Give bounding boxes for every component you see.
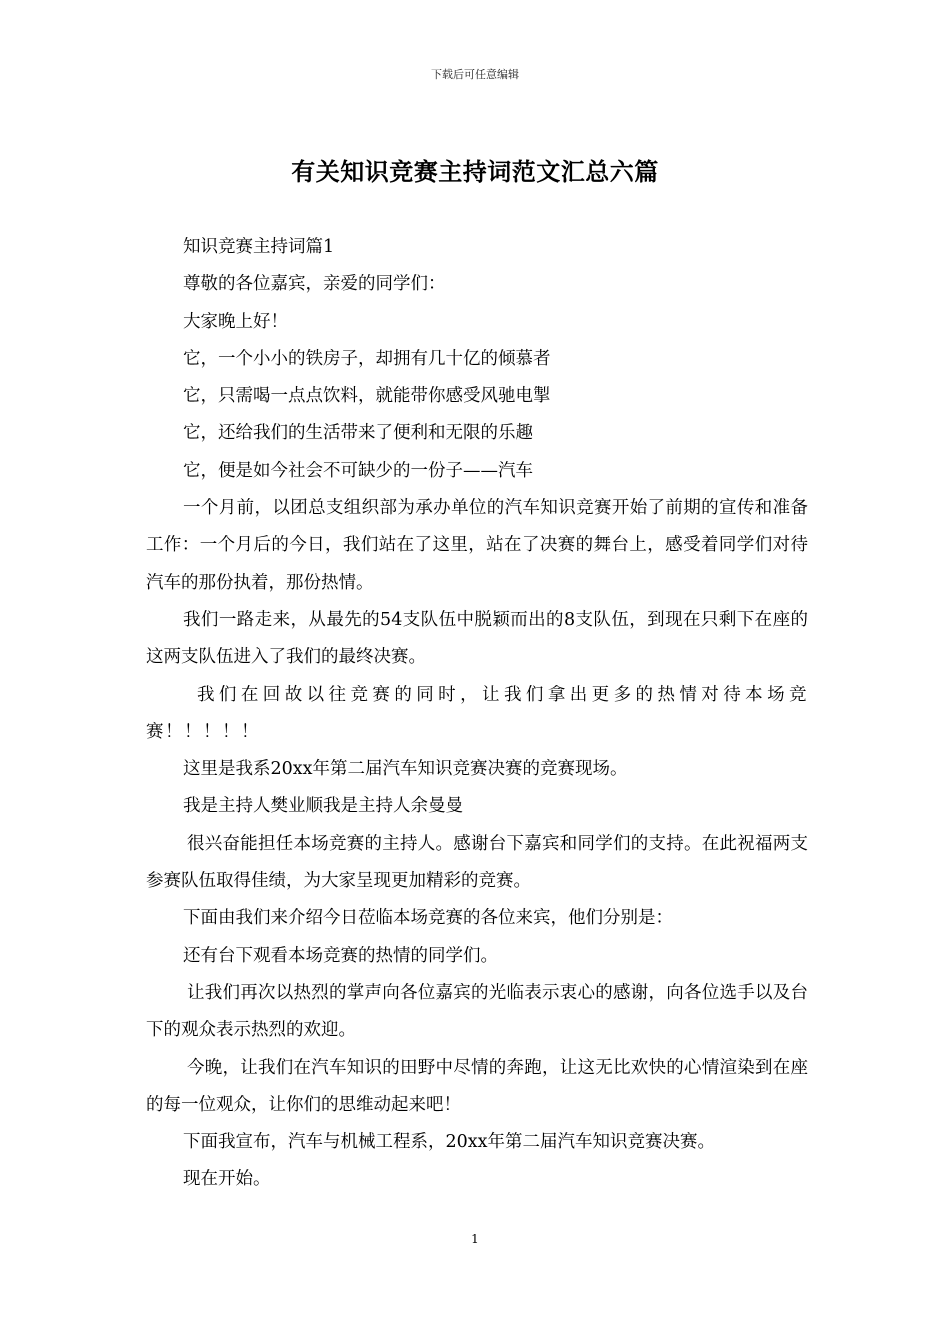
page-header: 下载后可任意编辑	[431, 68, 519, 81]
paragraph: 现在开始。	[183, 1169, 271, 1190]
paragraph: 它，便是如今社会不可缺少的一份子——汽车	[183, 460, 533, 481]
paragraph-good-evening: 大家晚上好！	[183, 311, 288, 332]
paragraph: 它，只需喝一点点饮料，就能带你感受风驰电掣	[183, 386, 551, 407]
document-title: 有关知识竞赛主持词范文汇总六篇	[291, 158, 659, 186]
paragraph: 今晚，让我们在汽车知识的田野中尽情的奔跑，让这无比欢快的心情渲染到在座的每一位观众，让你们的思维动起来吧！	[146, 1057, 808, 1115]
paragraph: 我是主持人樊业顺我是主持人余曼曼	[183, 796, 463, 817]
paragraph: 这里是我系20xx年第二届汽车知识竞赛决赛的竞赛现场。	[183, 759, 628, 780]
paragraph: 我们一路走来，从最先的54支队伍中脱颖而出的8支队伍，到现在只剩下在座的这两支队伍进入了我们的最终决赛。	[146, 609, 808, 668]
page-number: 1	[471, 1232, 479, 1246]
paragraph: 我们在回故以往竞赛的同时，让我们拿出更多的热情对待本场竞赛！！！！！	[146, 684, 808, 742]
paragraph-section-heading: 知识竞赛主持词篇1	[183, 237, 335, 257]
paragraph-greeting: 尊敬的各位嘉宾，亲爱的同学们：	[183, 274, 446, 295]
paragraph: 它，一个小小的铁房子，却拥有几十亿的倾慕者	[183, 348, 551, 369]
paragraph: 一个月前，以团总支组织部为承办单位的汽车知识竞赛开始了前期的宣传和准备工作：一个月后的今日，我们站在了这里，站在了决赛的舞台上，感受着同学们对待汽车的那份执着，那份热情。	[146, 498, 808, 593]
paragraph: 还有台下观看本场竞赛的热情的同学们。	[183, 945, 498, 966]
paragraph: 很兴奋能担任本场竞赛的主持人。感谢台下嘉宾和同学们的支持。在此祝福两支参赛队伍取得佳绩，为大家呈现更加精彩的竞赛。	[146, 833, 808, 892]
paragraph: 下面我宣布，汽车与机械工程系，20xx年第二届汽车知识竞赛决赛。	[183, 1132, 716, 1153]
paragraph: 下面由我们来介绍今日莅临本场竞赛的各位来宾，他们分别是：	[183, 908, 673, 929]
document-body	[146, 229, 808, 1199]
paragraph: 它，还给我们的生活带来了便利和无限的乐趣	[183, 423, 533, 444]
paragraph: 让我们再次以热烈的掌声向各位嘉宾的光临表示衷心的感谢，向各位选手以及台下的观众表示热烈的欢迎。	[146, 982, 808, 1041]
